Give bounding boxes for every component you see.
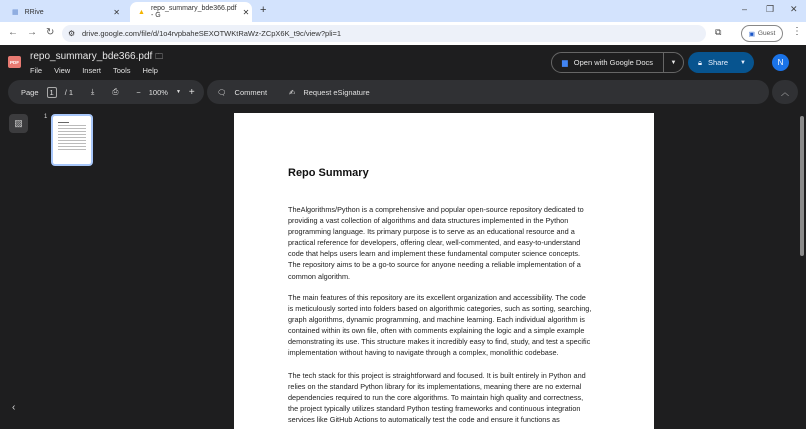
tab-rrive[interactable]: ▦ RRive ✕ (12, 7, 120, 17)
share-button[interactable]: 🔒︎ Share ▼ (688, 52, 754, 73)
pdf-icon: PDF (8, 56, 21, 68)
profile-icon: ▣ (748, 30, 755, 38)
paragraph (288, 204, 584, 282)
close-window-button[interactable]: ✕ (790, 4, 798, 14)
url-input[interactable]: ⚙ drive.google.com/file/d/1o4rvpbaheSEXOTWKtRaWz-ZCpX6K_t9c/view?pli=1 (62, 25, 706, 42)
text-line: programming language. Its primary purpose is to serve as an educational resource and a (288, 227, 575, 237)
site-settings-icon[interactable]: ⚙ (68, 29, 76, 38)
paragraph (288, 370, 586, 425)
open-with-docs-button[interactable]: ▆ Open with Google Docs ▼ (551, 52, 684, 73)
lock-icon: 🔒︎ (698, 57, 702, 67)
back-icon[interactable]: ← (8, 27, 18, 38)
menu-file[interactable]: File (30, 66, 43, 75)
request-esignature-button[interactable]: Request eSignature (303, 87, 370, 97)
new-tab-button[interactable]: + (260, 4, 267, 16)
text-line: services like GitHub Actions to automatically test the code and ensure it functions as (288, 415, 560, 425)
text-line: TheAlgorithms/Python is a comprehensive and popular open-source repository dedicated to (288, 205, 584, 214)
forward-icon[interactable]: → (27, 27, 37, 38)
restore-button[interactable]: ❐ (766, 4, 775, 14)
text-line: the project typically utilizes standard Python testing frameworks and continuous integration (288, 404, 581, 414)
comment-button[interactable]: Comment (234, 87, 268, 97)
minimize-button[interactable]: – (742, 4, 748, 14)
drive-icon: ▲ (138, 8, 145, 16)
pdf-page (234, 113, 654, 429)
text-line: dependencies required to run the core algorithms. To maintain high quality and correctness, (288, 393, 584, 403)
signature-icon: ✍︎ (289, 87, 296, 97)
text-line: common algorithm. (288, 271, 351, 281)
file-name: repo_summary_bde366.pdf 🗀 (30, 51, 164, 62)
text-line: demonstrating its use. This structure makes it incredibly easy to find, study, and test a specific (288, 337, 591, 347)
menu-insert[interactable]: Insert (82, 66, 101, 75)
menu-bar (30, 66, 158, 75)
page-toolbar: Page 1 / 1 ⤓ ⎙ − 100% ▼ + (8, 80, 204, 104)
text-line: The repository aims to be a go-to source for anyone needing a reliable implementation of a (288, 260, 581, 270)
scrollbar[interactable] (800, 116, 804, 256)
docs-icon: ▆ (562, 58, 568, 67)
action-toolbar (207, 80, 769, 104)
favicon-icon: ▦ (12, 9, 19, 16)
text-line: graph algorithms, dynamic programming, and machine learning. Each individual algorithm is (288, 315, 585, 325)
zoom-out-icon[interactable]: − (136, 87, 141, 97)
menu-view[interactable]: View (54, 66, 71, 75)
open-with-dropdown[interactable]: ▼ (663, 53, 683, 72)
text-line: relies on the standard Python library for its implementations, meaning there are no external (288, 382, 582, 392)
text-line: is meticulously sorted into folders based on algorithmic categories, such as sorting, searching, (288, 304, 592, 314)
folder-icon[interactable]: 🗀 (155, 52, 164, 61)
tab-bar (0, 0, 806, 22)
collapse-toolbar-button[interactable] (772, 80, 798, 104)
text-line: The main features of this repository are its excellent organization and accessibility. The code (288, 293, 586, 302)
text-line: The tech stack for this project is straightforward and focused. It is built entirely in Python and (288, 371, 586, 380)
share-dropdown[interactable]: ▼ (740, 59, 746, 66)
address-bar-row (0, 22, 806, 45)
document-title: Repo Summary (288, 167, 369, 179)
collapse-sidebar-icon[interactable]: ‹ (12, 402, 16, 413)
profile-button[interactable]: ▣ Guest (741, 25, 783, 42)
image-icon[interactable]: ▨ (9, 114, 28, 133)
chevron-up-icon: ︿ (781, 87, 789, 97)
zoom-select[interactable]: 100% (148, 87, 168, 97)
menu-icon[interactable]: ⋮ (792, 26, 802, 37)
page-input[interactable]: 1 (47, 87, 57, 98)
avatar[interactable]: N (772, 54, 789, 71)
text-line: practical reference for developers, offering clear, well-commented, and easy-to-understand (288, 238, 581, 248)
download-icon[interactable]: ⤓ (91, 87, 95, 96)
zoom-in-icon[interactable]: + (188, 86, 195, 98)
print-icon[interactable]: ⎙ (112, 87, 119, 96)
text-line: providing a vast collection of algorithms and data structures implemented in the Python (288, 216, 569, 226)
close-tab-icon[interactable]: ✕ (242, 7, 250, 17)
cast-icon[interactable]: ⧉ (715, 27, 722, 37)
text-line: contained within its own file, often with comments explaining the logic and a simple example (288, 326, 585, 336)
close-tab-icon[interactable]: ✕ (113, 7, 120, 17)
reload-icon[interactable]: ↻ (46, 27, 55, 38)
tab-pdf[interactable]: ▲ repo_summary_bde366.pdf - G ✕ (130, 2, 252, 22)
paragraph (288, 292, 591, 359)
text-line: implementation without having to navigate through a complex, monolithic codebase. (288, 348, 559, 358)
zoom-dropdown-icon[interactable]: ▼ (175, 89, 181, 95)
text-line: code that helps users learn and implement these fundamental computer science concepts. (288, 249, 581, 259)
menu-help[interactable]: Help (142, 66, 158, 75)
page-thumbnail[interactable] (51, 114, 93, 166)
menu-tools[interactable]: Tools (112, 66, 131, 75)
comment-icon: 🗨︎ (217, 87, 227, 97)
